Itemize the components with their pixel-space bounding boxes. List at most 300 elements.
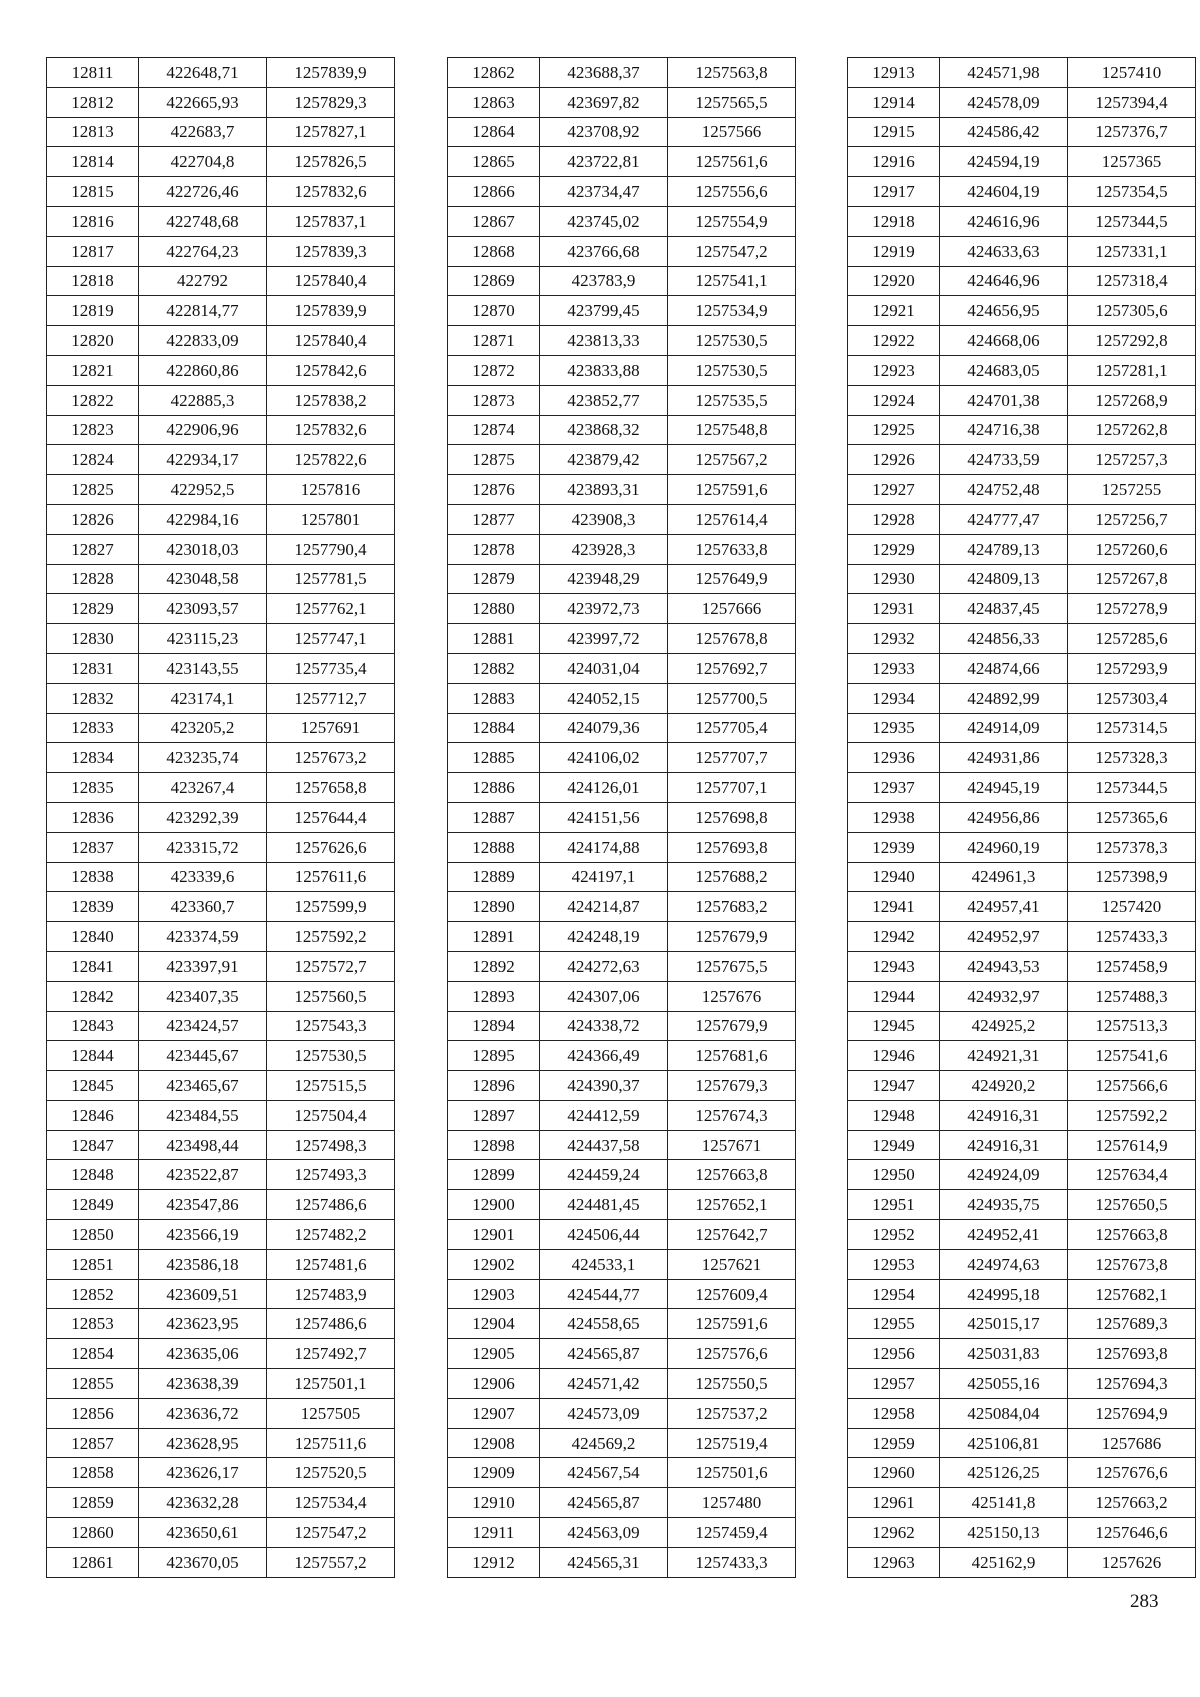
point-number-cell: 12877 (448, 504, 540, 534)
table-row (448, 58, 796, 88)
point-number-cell: 12928 (848, 504, 940, 534)
table-row (47, 1071, 395, 1101)
y-coordinate-cell: 1257689,3 (1068, 1309, 1196, 1339)
y-coordinate-cell: 1257822,6 (267, 445, 395, 475)
point-number-cell: 12818 (47, 266, 139, 296)
y-coordinate-cell: 1257305,6 (1068, 296, 1196, 326)
point-number-cell: 12962 (848, 1518, 940, 1548)
table-row (448, 355, 796, 385)
x-coordinate-cell: 422748,68 (139, 206, 267, 236)
point-number-cell: 12946 (848, 1041, 940, 1071)
y-coordinate-cell: 1257838,2 (267, 385, 395, 415)
y-coordinate-cell: 1257839,9 (267, 58, 395, 88)
y-coordinate-cell: 1257498,3 (267, 1130, 395, 1160)
y-coordinate-cell: 1257410 (1068, 58, 1196, 88)
y-coordinate-cell: 1257365,6 (1068, 802, 1196, 832)
x-coordinate-cell: 423722,81 (540, 147, 668, 177)
x-coordinate-cell: 423445,67 (139, 1041, 267, 1071)
x-coordinate-cell: 423522,87 (139, 1160, 267, 1190)
y-coordinate-cell: 1257567,2 (668, 445, 796, 475)
point-number-cell: 12849 (47, 1190, 139, 1220)
x-coordinate-cell: 423424,57 (139, 1011, 267, 1041)
point-number-cell: 12827 (47, 534, 139, 564)
y-coordinate-cell: 1257642,7 (668, 1220, 796, 1250)
table-row (47, 445, 395, 475)
point-number-cell: 12910 (448, 1488, 540, 1518)
y-coordinate-cell: 1257459,4 (668, 1518, 796, 1548)
point-number-cell: 12926 (848, 445, 940, 475)
point-number-cell: 12875 (448, 445, 540, 475)
table-row (848, 1369, 1196, 1399)
y-coordinate-cell: 1257652,1 (668, 1190, 796, 1220)
table-row (448, 624, 796, 654)
x-coordinate-cell: 424956,86 (940, 802, 1068, 832)
table-row (848, 1488, 1196, 1518)
x-coordinate-cell: 423267,4 (139, 773, 267, 803)
x-coordinate-cell: 425150,13 (940, 1518, 1068, 1548)
y-coordinate-cell: 1257674,3 (668, 1100, 796, 1130)
table-row (448, 1547, 796, 1577)
y-coordinate-cell: 1257816 (267, 475, 395, 505)
y-coordinate-cell: 1257530,5 (668, 326, 796, 356)
x-coordinate-cell: 423813,33 (540, 326, 668, 356)
table-row (448, 1339, 796, 1369)
y-coordinate-cell: 1257550,5 (668, 1369, 796, 1399)
table-row (848, 475, 1196, 505)
table-row (848, 683, 1196, 713)
point-number-cell: 12914 (848, 87, 940, 117)
x-coordinate-cell: 424777,47 (940, 504, 1068, 534)
table-row (448, 296, 796, 326)
x-coordinate-cell: 424594,19 (940, 147, 1068, 177)
table-row (848, 415, 1196, 445)
point-number-cell: 12897 (448, 1100, 540, 1130)
point-number-cell: 12943 (848, 951, 940, 981)
x-coordinate-cell: 423292,39 (139, 802, 267, 832)
y-coordinate-cell: 1257781,5 (267, 564, 395, 594)
x-coordinate-cell: 425055,16 (940, 1369, 1068, 1399)
coordinate-table-1 (46, 57, 395, 1578)
table-row (47, 922, 395, 952)
point-number-cell: 12837 (47, 832, 139, 862)
y-coordinate-cell: 1257501,1 (267, 1369, 395, 1399)
point-number-cell: 12895 (448, 1041, 540, 1071)
x-coordinate-cell: 424544,77 (540, 1279, 668, 1309)
table-row (448, 832, 796, 862)
point-number-cell: 12887 (448, 802, 540, 832)
table-row (448, 504, 796, 534)
table-row (448, 892, 796, 922)
x-coordinate-cell: 424932,97 (940, 981, 1068, 1011)
point-number-cell: 12862 (448, 58, 540, 88)
table-row (47, 475, 395, 505)
table-row (47, 58, 395, 88)
point-number-cell: 12905 (448, 1339, 540, 1369)
point-number-cell: 12925 (848, 415, 940, 445)
point-number-cell: 12907 (448, 1398, 540, 1428)
x-coordinate-cell: 422726,46 (139, 177, 267, 207)
x-coordinate-cell: 423632,28 (139, 1488, 267, 1518)
x-coordinate-cell: 423115,23 (139, 624, 267, 654)
x-coordinate-cell: 424752,48 (940, 475, 1068, 505)
table-row (47, 504, 395, 534)
y-coordinate-cell: 1257837,1 (267, 206, 395, 236)
x-coordinate-cell: 424197,1 (540, 862, 668, 892)
y-coordinate-cell: 1257650,5 (1068, 1190, 1196, 1220)
point-number-cell: 12956 (848, 1339, 940, 1369)
y-coordinate-cell: 1257591,6 (668, 1309, 796, 1339)
x-coordinate-cell: 423688,37 (540, 58, 668, 88)
table-row (47, 117, 395, 147)
point-number-cell: 12816 (47, 206, 139, 236)
x-coordinate-cell: 425084,04 (940, 1398, 1068, 1428)
y-coordinate-cell: 1257365 (1068, 147, 1196, 177)
point-number-cell: 12855 (47, 1369, 139, 1399)
table-row (47, 951, 395, 981)
table-row (47, 832, 395, 862)
x-coordinate-cell: 424569,2 (540, 1428, 668, 1458)
table-row (448, 117, 796, 147)
x-coordinate-cell: 424995,18 (940, 1279, 1068, 1309)
point-number-cell: 12912 (448, 1547, 540, 1577)
y-coordinate-cell: 1257705,4 (668, 713, 796, 743)
table-row (448, 1160, 796, 1190)
x-coordinate-cell: 424126,01 (540, 773, 668, 803)
point-number-cell: 12958 (848, 1398, 940, 1428)
y-coordinate-cell: 1257679,3 (668, 1071, 796, 1101)
y-coordinate-cell: 1257262,8 (1068, 415, 1196, 445)
table-row (448, 564, 796, 594)
point-number-cell: 12896 (448, 1071, 540, 1101)
y-coordinate-cell: 1257827,1 (267, 117, 395, 147)
y-coordinate-cell: 1257572,7 (267, 951, 395, 981)
table-row (848, 1190, 1196, 1220)
x-coordinate-cell: 423868,32 (540, 415, 668, 445)
point-number-cell: 12906 (448, 1369, 540, 1399)
point-number-cell: 12838 (47, 862, 139, 892)
y-coordinate-cell: 1257614,9 (1068, 1130, 1196, 1160)
x-coordinate-cell: 422814,77 (139, 296, 267, 326)
y-coordinate-cell: 1257691 (267, 713, 395, 743)
point-number-cell: 12930 (848, 564, 940, 594)
x-coordinate-cell: 423638,39 (139, 1369, 267, 1399)
x-coordinate-cell: 423635,06 (139, 1339, 267, 1369)
y-coordinate-cell: 1257614,4 (668, 504, 796, 534)
x-coordinate-cell: 423315,72 (139, 832, 267, 862)
point-number-cell: 12901 (448, 1220, 540, 1250)
point-number-cell: 12850 (47, 1220, 139, 1250)
point-number-cell: 12951 (848, 1190, 940, 1220)
x-coordinate-cell: 423174,1 (139, 683, 267, 713)
point-number-cell: 12938 (848, 802, 940, 832)
y-coordinate-cell: 1257537,2 (668, 1398, 796, 1428)
y-coordinate-cell: 1257688,2 (668, 862, 796, 892)
point-number-cell: 12872 (448, 355, 540, 385)
coordinate-table-2 (447, 57, 796, 1578)
point-number-cell: 12890 (448, 892, 540, 922)
y-coordinate-cell: 1257344,5 (1068, 773, 1196, 803)
point-number-cell: 12819 (47, 296, 139, 326)
point-number-cell: 12961 (848, 1488, 940, 1518)
table-row (47, 892, 395, 922)
table-row (848, 117, 1196, 147)
y-coordinate-cell: 1257534,4 (267, 1488, 395, 1518)
y-coordinate-cell: 1257480 (668, 1488, 796, 1518)
point-number-cell: 12881 (448, 624, 540, 654)
x-coordinate-cell: 424914,09 (940, 713, 1068, 743)
y-coordinate-cell: 1257700,5 (668, 683, 796, 713)
table-row (848, 1220, 1196, 1250)
table-row (848, 385, 1196, 415)
point-number-cell: 12940 (848, 862, 940, 892)
y-coordinate-cell: 1257318,4 (1068, 266, 1196, 296)
x-coordinate-cell: 424874,66 (940, 653, 1068, 683)
y-coordinate-cell: 1257328,3 (1068, 743, 1196, 773)
table-row (448, 147, 796, 177)
x-coordinate-cell: 423670,05 (139, 1547, 267, 1577)
point-number-cell: 12941 (848, 892, 940, 922)
x-coordinate-cell: 424565,87 (540, 1488, 668, 1518)
point-number-cell: 12846 (47, 1100, 139, 1130)
table-row (448, 683, 796, 713)
y-coordinate-cell: 1257420 (1068, 892, 1196, 922)
y-coordinate-cell: 1257626 (1068, 1547, 1196, 1577)
x-coordinate-cell: 423928,3 (540, 534, 668, 564)
table-row (848, 296, 1196, 326)
y-coordinate-cell: 1257534,9 (668, 296, 796, 326)
y-coordinate-cell: 1257576,6 (668, 1339, 796, 1369)
table-row (848, 1428, 1196, 1458)
x-coordinate-cell: 424563,09 (540, 1518, 668, 1548)
table-row (47, 296, 395, 326)
table-row (448, 981, 796, 1011)
table-row (47, 1249, 395, 1279)
x-coordinate-cell: 425031,83 (940, 1339, 1068, 1369)
x-coordinate-cell: 422934,17 (139, 445, 267, 475)
table-row (448, 1130, 796, 1160)
table-row (47, 385, 395, 415)
point-number-cell: 12865 (448, 147, 540, 177)
table-row (848, 1547, 1196, 1577)
x-coordinate-cell: 424533,1 (540, 1249, 668, 1279)
point-number-cell: 12820 (47, 326, 139, 356)
point-number-cell: 12843 (47, 1011, 139, 1041)
table-row (47, 1518, 395, 1548)
point-number-cell: 12833 (47, 713, 139, 743)
table-row (448, 1011, 796, 1041)
point-number-cell: 12830 (47, 624, 139, 654)
x-coordinate-cell: 424952,97 (940, 922, 1068, 952)
table-row (848, 1518, 1196, 1548)
x-coordinate-cell: 424586,42 (940, 117, 1068, 147)
point-number-cell: 12945 (848, 1011, 940, 1041)
point-number-cell: 12904 (448, 1309, 540, 1339)
point-number-cell: 12949 (848, 1130, 940, 1160)
table-row (448, 1100, 796, 1130)
point-number-cell: 12861 (47, 1547, 139, 1577)
y-coordinate-cell: 1257633,8 (668, 534, 796, 564)
y-coordinate-cell: 1257801 (267, 504, 395, 534)
y-coordinate-cell: 1257839,3 (267, 236, 395, 266)
point-number-cell: 12899 (448, 1160, 540, 1190)
point-number-cell: 12919 (848, 236, 940, 266)
point-number-cell: 12886 (448, 773, 540, 803)
x-coordinate-cell: 423783,9 (540, 266, 668, 296)
x-coordinate-cell: 422833,09 (139, 326, 267, 356)
y-coordinate-cell: 1257840,4 (267, 326, 395, 356)
y-coordinate-cell: 1257483,9 (267, 1279, 395, 1309)
y-coordinate-cell: 1257535,5 (668, 385, 796, 415)
table-row (848, 1458, 1196, 1488)
y-coordinate-cell: 1257378,3 (1068, 832, 1196, 862)
y-coordinate-cell: 1257314,5 (1068, 713, 1196, 743)
x-coordinate-cell: 423852,77 (540, 385, 668, 415)
point-number-cell: 12918 (848, 206, 940, 236)
x-coordinate-cell: 423566,19 (139, 1220, 267, 1250)
y-coordinate-cell: 1257658,8 (267, 773, 395, 803)
x-coordinate-cell: 422665,93 (139, 87, 267, 117)
x-coordinate-cell: 425106,81 (940, 1428, 1068, 1458)
y-coordinate-cell: 1257530,5 (267, 1041, 395, 1071)
x-coordinate-cell: 424459,24 (540, 1160, 668, 1190)
point-number-cell: 12932 (848, 624, 940, 654)
y-coordinate-cell: 1257829,3 (267, 87, 395, 117)
x-coordinate-cell: 424272,63 (540, 951, 668, 981)
y-coordinate-cell: 1257433,3 (1068, 922, 1196, 952)
table-row (848, 504, 1196, 534)
y-coordinate-cell: 1257646,6 (1068, 1518, 1196, 1548)
table-row (47, 87, 395, 117)
x-coordinate-cell: 423547,86 (139, 1190, 267, 1220)
point-number-cell: 12829 (47, 594, 139, 624)
point-number-cell: 12922 (848, 326, 940, 356)
table-row (448, 326, 796, 356)
table-row (448, 1458, 796, 1488)
table-row (848, 147, 1196, 177)
point-number-cell: 12934 (848, 683, 940, 713)
table-row (848, 594, 1196, 624)
point-number-cell: 12892 (448, 951, 540, 981)
y-coordinate-cell: 1257707,1 (668, 773, 796, 803)
point-number-cell: 12954 (848, 1279, 940, 1309)
point-number-cell: 12876 (448, 475, 540, 505)
table-row (448, 862, 796, 892)
x-coordinate-cell: 424952,41 (940, 1220, 1068, 1250)
x-coordinate-cell: 422860,86 (139, 355, 267, 385)
table-row (448, 534, 796, 564)
table-row (848, 1160, 1196, 1190)
x-coordinate-cell: 422648,71 (139, 58, 267, 88)
x-coordinate-cell: 423205,2 (139, 713, 267, 743)
x-coordinate-cell: 423766,68 (540, 236, 668, 266)
point-number-cell: 12889 (448, 862, 540, 892)
y-coordinate-cell: 1257458,9 (1068, 951, 1196, 981)
y-coordinate-cell: 1257673,8 (1068, 1249, 1196, 1279)
table-row (448, 415, 796, 445)
table-row (47, 981, 395, 1011)
x-coordinate-cell: 425141,8 (940, 1488, 1068, 1518)
point-number-cell: 12915 (848, 117, 940, 147)
point-number-cell: 12893 (448, 981, 540, 1011)
y-coordinate-cell: 1257626,6 (267, 832, 395, 862)
point-number-cell: 12903 (448, 1279, 540, 1309)
point-number-cell: 12902 (448, 1249, 540, 1279)
x-coordinate-cell: 423626,17 (139, 1458, 267, 1488)
table-row (47, 1458, 395, 1488)
y-coordinate-cell: 1257513,3 (1068, 1011, 1196, 1041)
y-coordinate-cell: 1257644,4 (267, 802, 395, 832)
x-coordinate-cell: 424920,2 (940, 1071, 1068, 1101)
point-number-cell: 12854 (47, 1339, 139, 1369)
y-coordinate-cell: 1257832,6 (267, 177, 395, 207)
table-row (848, 58, 1196, 88)
table-row (448, 1279, 796, 1309)
x-coordinate-cell: 424646,96 (940, 266, 1068, 296)
y-coordinate-cell: 1257292,8 (1068, 326, 1196, 356)
table-row (47, 713, 395, 743)
table-row (448, 1428, 796, 1458)
y-coordinate-cell: 1257666 (668, 594, 796, 624)
point-number-cell: 12858 (47, 1458, 139, 1488)
x-coordinate-cell: 424789,13 (940, 534, 1068, 564)
point-number-cell: 12959 (848, 1428, 940, 1458)
x-coordinate-cell: 423360,7 (139, 892, 267, 922)
table-row (47, 862, 395, 892)
table-row (448, 802, 796, 832)
table-row (848, 832, 1196, 862)
x-coordinate-cell: 423972,73 (540, 594, 668, 624)
point-number-cell: 12812 (47, 87, 139, 117)
table-row (448, 653, 796, 683)
x-coordinate-cell: 424809,13 (940, 564, 1068, 594)
x-coordinate-cell: 424931,86 (940, 743, 1068, 773)
y-coordinate-cell: 1257592,2 (267, 922, 395, 952)
x-coordinate-cell: 424174,88 (540, 832, 668, 862)
table-row (47, 1488, 395, 1518)
y-coordinate-cell: 1257707,7 (668, 743, 796, 773)
y-coordinate-cell: 1257686 (1068, 1428, 1196, 1458)
y-coordinate-cell: 1257826,5 (267, 147, 395, 177)
point-number-cell: 12842 (47, 981, 139, 1011)
point-number-cell: 12916 (848, 147, 940, 177)
x-coordinate-cell: 424412,59 (540, 1100, 668, 1130)
table-row (448, 1518, 796, 1548)
y-coordinate-cell: 1257565,5 (668, 87, 796, 117)
point-number-cell: 12863 (448, 87, 540, 117)
x-coordinate-cell: 423697,82 (540, 87, 668, 117)
y-coordinate-cell: 1257557,2 (267, 1547, 395, 1577)
point-number-cell: 12878 (448, 534, 540, 564)
point-number-cell: 12898 (448, 1130, 540, 1160)
point-number-cell: 12817 (47, 236, 139, 266)
x-coordinate-cell: 424571,42 (540, 1369, 668, 1399)
table-row (47, 1279, 395, 1309)
y-coordinate-cell: 1257762,1 (267, 594, 395, 624)
y-coordinate-cell: 1257675,5 (668, 951, 796, 981)
table-row (47, 236, 395, 266)
table-row (47, 683, 395, 713)
point-number-cell: 12825 (47, 475, 139, 505)
table-row (448, 1220, 796, 1250)
table-row (448, 773, 796, 803)
x-coordinate-cell: 423498,44 (139, 1130, 267, 1160)
point-number-cell: 12815 (47, 177, 139, 207)
point-number-cell: 12879 (448, 564, 540, 594)
point-number-cell: 12857 (47, 1428, 139, 1458)
point-number-cell: 12933 (848, 653, 940, 683)
table-row (47, 1220, 395, 1250)
y-coordinate-cell: 1257547,2 (267, 1518, 395, 1548)
